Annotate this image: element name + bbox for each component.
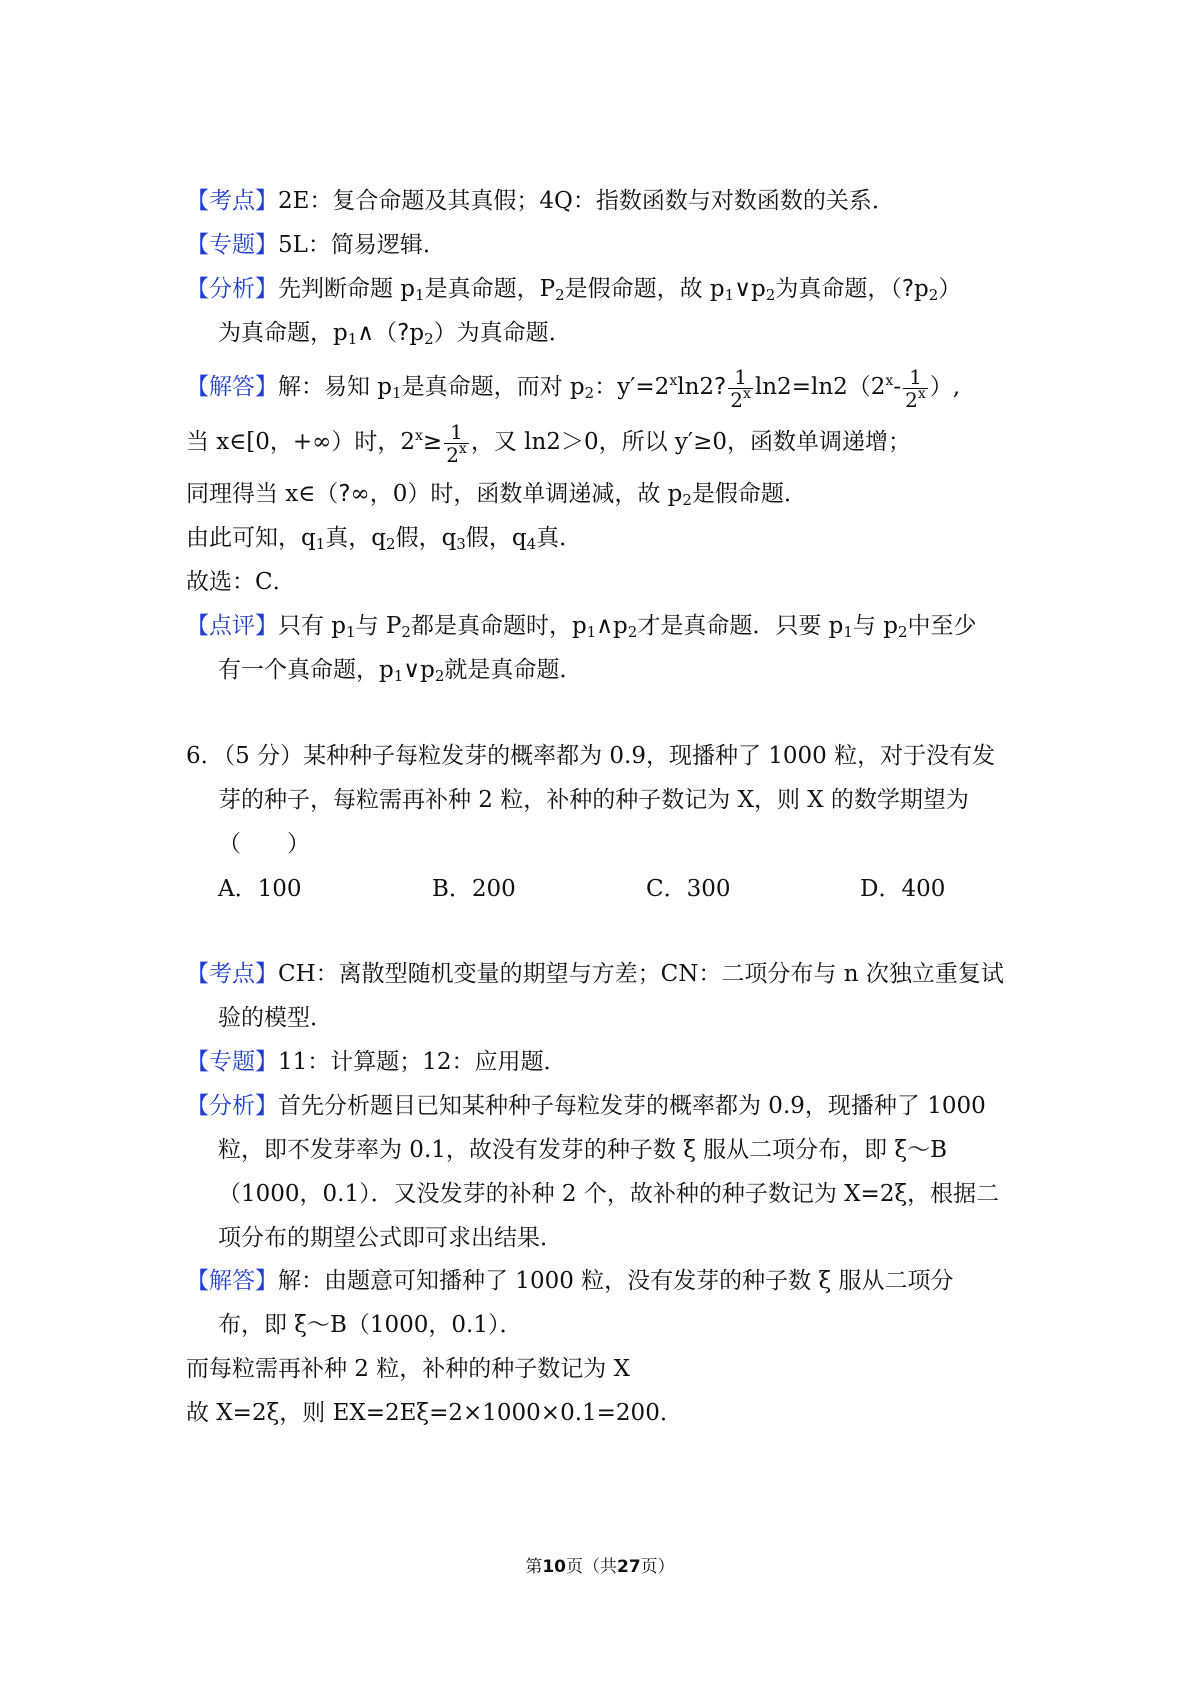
fraction-numerator: 1 xyxy=(444,421,469,444)
page-footer xyxy=(0,1555,1200,1579)
fenxi-text: 为真命题，（ xyxy=(775,276,902,302)
jieda-text: ln2 xyxy=(677,374,715,400)
q5-fenxi-line-2 xyxy=(0,315,1200,351)
fenxi-text: （1000，0.1）．又没发芽的补种 2 个，故补种的种子数记为 X=2ξ，根据二 xyxy=(218,1181,1000,1207)
q5-dianping-line-2 xyxy=(0,652,1200,688)
dianping-text: 就是真命题． xyxy=(444,657,583,683)
superscript: x xyxy=(885,373,894,389)
jieda-text: ：y′=2 xyxy=(594,374,670,400)
jieda-tag: 【解答】 xyxy=(186,1268,278,1294)
kaodian-text: CH：离散型随机变量的期望与方差；CN：二项分布与 n 次独立重复试 xyxy=(278,961,1004,987)
kaodian-tag: 【考点】 xyxy=(186,188,278,214)
q5-dianping-line-1 xyxy=(0,608,1200,644)
fenxi-tag: 【分析】 xyxy=(186,276,278,302)
subscript: 1 xyxy=(392,384,402,402)
jieda-tag: 【解答】 xyxy=(186,374,278,400)
subscript: 2 xyxy=(765,286,776,304)
q6-stem-line-3 xyxy=(0,826,1200,862)
subscript: 2 xyxy=(928,286,939,304)
dianping-text: 中至少 xyxy=(907,613,977,639)
option-c: C．300 xyxy=(646,876,731,902)
base: 2 xyxy=(400,429,415,455)
kaodian-text: 验的模型． xyxy=(218,1005,333,1031)
dianping-tag: 【点评】 xyxy=(186,613,278,639)
missing-glyph: ? xyxy=(901,276,915,302)
q5-jieda-line-1 xyxy=(0,362,1200,412)
subscript: 3 xyxy=(456,535,466,553)
jieda-text: 解：易知 p xyxy=(278,374,393,400)
fraction-one-over-two-x xyxy=(903,366,928,411)
dianping-text: ∨p xyxy=(403,657,435,683)
footer-text: 页） xyxy=(640,1557,675,1577)
subscript: 1 xyxy=(415,286,425,304)
jieda-text: 假，q xyxy=(395,525,457,551)
q5-jieda-line-5 xyxy=(0,564,1200,600)
fenxi-text: ∧（ xyxy=(357,320,398,346)
dianping-text: 都是真命题时，p xyxy=(410,613,587,639)
subscript: 2 xyxy=(897,623,908,641)
page-number: 10 xyxy=(542,1557,566,1577)
option-d: D．400 xyxy=(860,876,946,902)
jieda-text: 由此可知，q xyxy=(186,525,316,551)
superscript: x xyxy=(742,385,751,402)
jieda-text: 布，即 ξ～B（1000，0.1）． xyxy=(218,1312,523,1338)
answer-blank: （ ） xyxy=(218,831,310,857)
fenxi-text: 为真命题，p xyxy=(218,320,348,346)
jieda-text: 而每粒需再补种 2 粒，补种的种子数记为 X xyxy=(186,1356,630,1382)
subscript: 2 xyxy=(584,384,595,402)
fraction-one-over-two-x xyxy=(728,366,753,411)
footer-text: 页（共 xyxy=(566,1557,617,1577)
fenxi-text: ∨p xyxy=(734,276,766,302)
dianping-text: 只有 p xyxy=(278,613,347,639)
subscript: 2 xyxy=(555,286,565,304)
subscript: 2 xyxy=(434,667,445,685)
jieda-text: ∞，0）时，函数单调递减，故 p xyxy=(350,481,683,507)
subscript: 1 xyxy=(393,667,404,685)
fenxi-text: 是真命题，P xyxy=(424,276,556,302)
q5-zhuanti xyxy=(0,227,1200,263)
subscript: 1 xyxy=(724,286,735,304)
q6-fenxi-line-4 xyxy=(0,1220,1200,1256)
fenxi-text: 首先分析题目已知某种种子每粒发芽的概率都为 0.9，现播种了 1000 xyxy=(278,1093,986,1119)
q5-jieda-line-3 xyxy=(0,476,1200,512)
fraction-numerator: 1 xyxy=(903,366,928,389)
q6-jieda-line-3 xyxy=(0,1351,1200,1387)
dianping-text: 有一个真命题，p xyxy=(218,657,394,683)
subscript: 4 xyxy=(526,535,537,553)
superscript: x xyxy=(415,428,423,444)
zhuanti-text: 11：计算题；12：应用题． xyxy=(278,1049,567,1075)
base: 2 xyxy=(446,442,459,467)
total-pages: 27 xyxy=(617,1557,641,1577)
missing-glyph: ? xyxy=(338,481,351,507)
jieda-text: 真． xyxy=(536,525,583,551)
dianping-text: ∧p xyxy=(596,613,628,639)
q6-jieda-line-2 xyxy=(0,1307,1200,1343)
dianping-text: 与 p xyxy=(852,613,898,639)
zhuanti-text: 5L：简易逻辑． xyxy=(278,232,446,258)
dianping-text: 与 P xyxy=(355,613,402,639)
fenxi-text: p xyxy=(409,320,425,346)
kaodian-tag: 【考点】 xyxy=(186,961,278,987)
fraction-one-over-two-x xyxy=(444,421,469,466)
jieda-text: 真，q xyxy=(325,525,387,551)
footer-text: 第 xyxy=(525,1557,543,1577)
subscript: 2 xyxy=(401,623,411,641)
fraction-numerator: 1 xyxy=(728,366,753,389)
jieda-text: 假，q xyxy=(465,525,527,551)
subscript: 1 xyxy=(347,330,358,348)
q6-kaodian-line-2 xyxy=(0,1000,1200,1036)
subscript: 2 xyxy=(627,623,638,641)
option-b: B．200 xyxy=(432,876,516,902)
superscript: x xyxy=(458,440,467,457)
fenxi-text: ）为真命题． xyxy=(433,320,572,346)
zhuanti-tag: 【专题】 xyxy=(186,1049,278,1075)
fenxi-text: 项分布的期望公式即可求出结果． xyxy=(218,1225,563,1251)
fenxi-text: p xyxy=(914,276,929,302)
jieda-text: 是假命题． xyxy=(691,481,807,507)
fenxi-tag: 【分析】 xyxy=(186,1093,278,1119)
subscript: 2 xyxy=(386,535,396,553)
fraction-denominator xyxy=(903,385,928,412)
subscript: 1 xyxy=(315,535,326,553)
subscript: 1 xyxy=(346,623,356,641)
jieda-text: ）, xyxy=(929,374,961,400)
jieda-text: 故 X=2ξ，则 EX=2Eξ=2×1000×0.1=200． xyxy=(186,1400,683,1426)
fraction-denominator xyxy=(444,440,469,467)
base: 2 xyxy=(730,387,743,412)
jieda-text: ，又 ln2＞0，所以 y′≥0，函数单调递增； xyxy=(470,429,912,455)
dianping-text: 才是真命题．只要 p xyxy=(637,613,844,639)
fenxi-text: ） xyxy=(938,276,962,302)
jieda-text: 解：由题意可知播种了 1000 粒，没有发芽的种子数 ξ 服从二项分 xyxy=(278,1268,954,1294)
missing-glyph: ? xyxy=(714,374,727,400)
superscript: x xyxy=(917,385,926,402)
superscript: x xyxy=(669,373,678,389)
zhuanti-tag: 【专题】 xyxy=(186,232,278,258)
base: 2 xyxy=(870,374,886,400)
fenxi-text: 先判断命题 p xyxy=(278,276,416,302)
subscript: 2 xyxy=(424,330,434,348)
jieda-text: 同理得当 x∈（ xyxy=(186,481,339,507)
minus-sign: - xyxy=(893,374,902,400)
geq-sign: ≥ xyxy=(422,429,443,455)
jieda-text: 当 x∈[0，+∞）时， xyxy=(186,429,401,455)
q6-options xyxy=(0,871,1200,907)
q6-stem-line-1 xyxy=(0,738,1200,774)
q6-fenxi-line-2 xyxy=(0,1132,1200,1168)
missing-glyph: ? xyxy=(397,320,410,346)
fenxi-text: 是假命题，故 p xyxy=(564,276,725,302)
fenxi-text: 粒，即不发芽率为 0.1，故没有发芽的种子数 ξ 服从二项分布，即 ξ～B xyxy=(218,1137,948,1163)
q6-stem-line-2 xyxy=(0,782,1200,818)
subscript: 2 xyxy=(682,491,692,509)
q6-kaodian-line-1 xyxy=(0,956,1200,992)
q6-fenxi-line-3 xyxy=(0,1176,1200,1212)
q6-jieda-line-4 xyxy=(0,1395,1200,1431)
q5-fenxi-line-1 xyxy=(0,271,1200,307)
subscript: 1 xyxy=(843,623,853,641)
jieda-text: 故选：C． xyxy=(186,569,296,595)
jieda-text: ln2=ln2（ xyxy=(754,374,871,400)
q5-kaodian xyxy=(0,183,1200,219)
jieda-text: 是真命题，而对 p xyxy=(401,374,585,400)
fraction-denominator xyxy=(728,385,753,412)
question-stem: 芽的种子，每粒需再补种 2 粒，补种的种子数记为 X，则 X 的数学期望为 xyxy=(218,787,969,813)
base: 2 xyxy=(905,387,918,412)
q6-jieda-line-1 xyxy=(0,1263,1200,1299)
q6-zhuanti xyxy=(0,1044,1200,1080)
kaodian-text: 2E：复合命题及其真假；4Q：指数函数与对数函数的关系． xyxy=(278,188,895,214)
q5-jieda-line-4 xyxy=(0,520,1200,556)
question-stem: 6．（5 分）某种种子每粒发芽的概率都为 0.9，现播种了 1000 粒，对于没有发 xyxy=(186,743,996,769)
q5-jieda-line-2 xyxy=(0,416,1200,468)
subscript: 1 xyxy=(586,623,597,641)
q6-fenxi-line-1 xyxy=(0,1088,1200,1124)
option-a: A．100 xyxy=(218,876,302,902)
